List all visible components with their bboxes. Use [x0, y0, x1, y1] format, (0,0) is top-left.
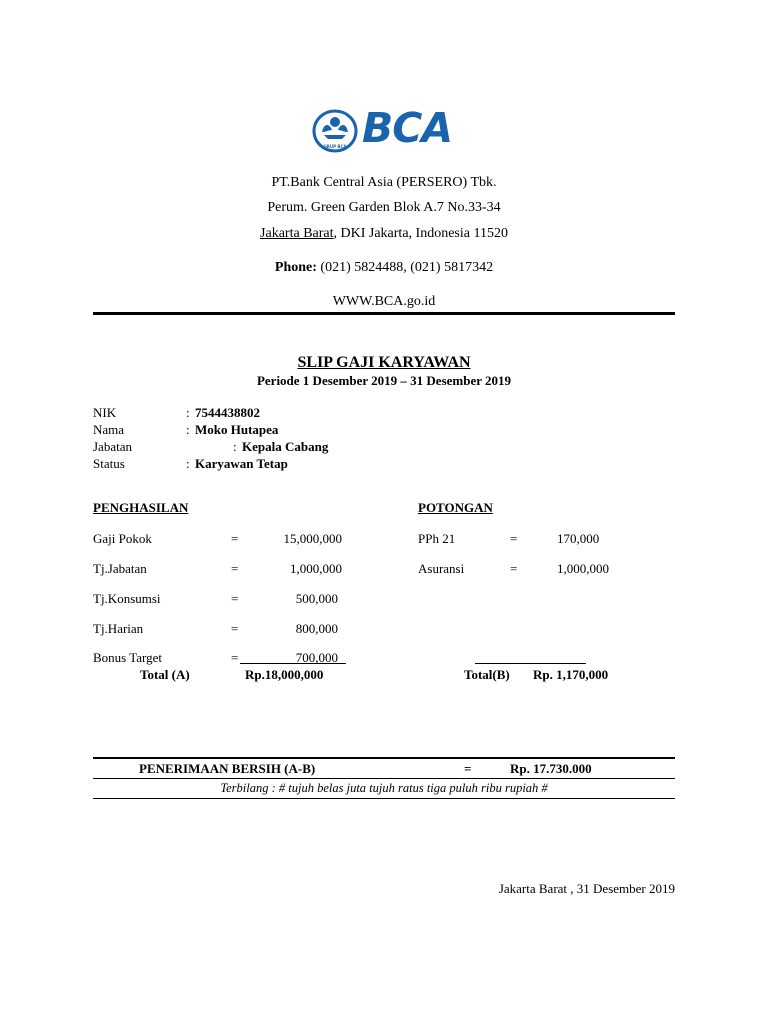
employee-nik-sep: : [186, 405, 190, 420]
employee-nik-value: 7544438802 [195, 405, 260, 420]
employee-nik-label: NIK [93, 405, 117, 420]
income-item-eq: = [231, 591, 239, 606]
income-item-amount: 500,000 [295, 591, 338, 606]
income-item-label: Gaji Pokok [93, 531, 152, 546]
deduction-item-amount: 1,000,000 [557, 561, 609, 576]
net-bottom-divider [93, 798, 675, 799]
deductions-heading: POTONGAN [418, 500, 493, 515]
bca-logo [312, 104, 458, 152]
income-item-eq: = [231, 531, 239, 546]
company-name: PT.Bank Central Asia (PERSERO) Tbk. [271, 175, 497, 190]
income-item-label: Tj.Jabatan [93, 561, 147, 576]
deduction-item-amount: 170,000 [557, 531, 600, 546]
income-item-amount: 700,000 [295, 650, 338, 665]
employee-status-sep: : [186, 456, 190, 471]
net-pay-label: PENERIMAAN BERSIH (A-B) [139, 761, 316, 776]
deduction-total-label: Total(B) [464, 667, 510, 682]
bca-emblem-icon [312, 108, 358, 154]
deduction-sum-underline [475, 663, 586, 664]
phone-label: Phone: [274, 260, 317, 275]
deduction-item-label: Asuransi [418, 561, 465, 576]
income-heading: PENGHASILAN [93, 500, 189, 515]
logo-subtext: GRUP BCA [323, 144, 347, 149]
company-address-line1: Perum. Green Garden Blok A.7 No.33-34 [267, 200, 501, 215]
income-total-value: Rp.18,000,000 [245, 667, 324, 682]
income-item-label: Tj.Konsumsi [93, 591, 161, 606]
deduction-item-eq: = [510, 531, 518, 546]
employee-position-label: Jabatan [93, 439, 132, 454]
employee-name-value: Moko Hutapea [195, 422, 279, 437]
address-rest: , DKI Jakarta, Indonesia 11520 [333, 226, 508, 241]
income-item-eq: = [231, 561, 239, 576]
company-address-line2 [0, 226, 768, 242]
employee-name-label: Nama [93, 422, 125, 437]
net-pay-in-words: Terbilang : # tujuh belas juta tujuh ratus tiga puluh ribu rupiah # [220, 781, 548, 795]
city-link: Jakarta Barat [260, 226, 334, 241]
deduction-item-eq: = [510, 561, 518, 576]
deduction-total-value: Rp. 1,170,000 [533, 667, 609, 682]
deduction-item-label: PPh 21 [418, 531, 456, 546]
net-middle-divider [93, 778, 675, 779]
logo-wordmark: BCA [362, 104, 453, 152]
header-divider [93, 312, 675, 315]
net-pay-value: Rp. 17.730.000 [510, 761, 592, 776]
income-item-eq: = [231, 621, 239, 636]
employee-status-label: Status [93, 456, 125, 471]
employee-position-value: Kepala Cabang [242, 439, 329, 454]
employee-position-sep: : [233, 439, 237, 454]
place-and-date: Jakarta Barat , 31 Desember 2019 [498, 881, 675, 896]
phone-value: (021) 5824488, (021) 5817342 [316, 260, 494, 275]
net-top-divider [93, 757, 675, 759]
net-pay-eq: = [464, 761, 472, 776]
income-total-label: Total (A) [140, 667, 190, 682]
income-item-eq: = [231, 650, 239, 665]
income-item-amount: 800,000 [295, 621, 338, 636]
income-item-label: Tj.Harian [93, 621, 144, 636]
slip-period: Periode 1 Desember 2019 – 31 Desember 2019 [256, 373, 512, 388]
slip-title: SLIP GAJI KARYAWAN [297, 354, 471, 371]
income-item-amount: 15,000,000 [283, 531, 342, 546]
income-item-amount: 1,000,000 [290, 561, 342, 576]
income-item-label: Bonus Target [93, 650, 163, 665]
employee-name-sep: : [186, 422, 190, 437]
company-phone [0, 260, 768, 276]
company-website: WWW.BCA.go.id [332, 294, 436, 309]
employee-status-value: Karyawan Tetap [195, 456, 288, 471]
